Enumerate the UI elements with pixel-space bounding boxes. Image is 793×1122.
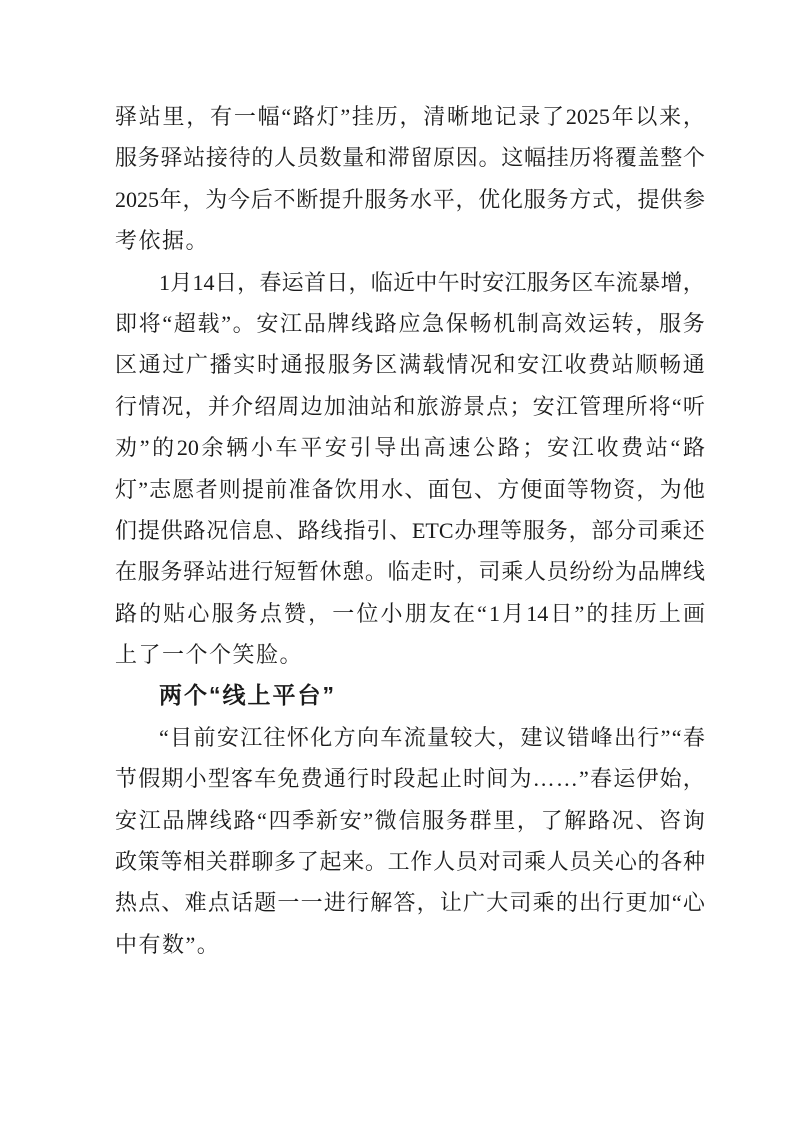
text-line: 们 提 供 路 况 信 息 、 路 线 指 引 、 ETC 办 理 等 服 务 ， 部 分 司 乘 还 — [115, 517, 705, 543]
document-text — [115, 96, 705, 965]
text-line: 2025 年 ， 为 今 后 不 断 提 升 服 务 水 平 ， 优 化 服 务 方 式 ， 提 供 参 — [115, 186, 705, 212]
text-line: 在 服 务 驿 站 进 行 短 暂 休 憩 。 临 走 时 ， 司 乘 人 员 纷 纷 为 品 牌 线 — [115, 559, 705, 585]
text-line: 政 策 等 相 关 群 聊 多 了 起 来 。 工 作 人 员 对 司 乘 人 员 关 心 的 各 种 — [115, 849, 705, 875]
text-line: 劝 ” 的 20 余 辆 小 车 平 安 引 导 出 高 速 公 路 ； 安 江 收 费 站 “ 路 — [115, 435, 705, 461]
text-line: 考依据。 — [115, 228, 210, 254]
text-line: 1 月 14 日 ， 春 运 首 日 ， 临 近 中 午 时 安 江 服 务 区 车 流 暴 增 ， — [159, 269, 705, 295]
text-line: 上了一个个笑脸。 — [115, 642, 304, 668]
text-line: 路 的 贴 心 服 务 点 赞 ， 一 位 小 朋 友 在 “ 1 月 14 日 ” 的 挂 历 上 画 — [115, 600, 705, 626]
text-line: 区 通 过 广 播 实 时 通 报 服 务 区 满 载 情 况 和 安 江 收 费 站 顺 畅 通 — [115, 352, 705, 378]
text-line: 即 将 “ 超 载 ” 。 安 江 品 牌 线 路 应 急 保 畅 机 制 高 效 运 转 ， 服 务 — [115, 310, 705, 336]
text-line: 服 务 驿 站 接 待 的 人 员 数 量 和 滞 留 原 因 。 这 幅 挂 历 将 覆 盖 整 个 — [115, 145, 705, 171]
text-line: 灯 ” 志 愿 者 则 提 前 准 备 饮 用 水 、 面 包 、 方 便 面 等 物 资 ， 为 他 — [115, 476, 705, 502]
text-line: 行 情 况 ， 并 介 绍 周 边 加 油 站 和 旅 游 景 点 ； 安 江 管 理 所 将 “ 听 — [115, 393, 705, 419]
text-line: 安 江 品 牌 线 路 “ 四 季 新 安 ” 微 信 服 务 群 里 ， 了 解 路 况 、 咨 询 — [115, 807, 705, 833]
text-line: 驿 站 里 ， 有 一 幅 “ 路 灯 ” 挂 历 ， 清 晰 地 记 录 了 2025 年 以 来 ， — [115, 104, 705, 129]
text-line: 热 点 、 难 点 话 题 一 一 进 行 解 答 ， 让 广 大 司 乘 的 出 行 更 加 “ 心 — [115, 890, 705, 916]
text-line: “ 目 前 安 江 往 怀 化 方 向 车 流 量 较 大 ， 建 议 错 峰 出 行 ” “ 春 — [159, 724, 705, 750]
text-line: 节 假 期 小 型 客 车 免 费 通 行 时 段 起 止 时 间 为 … … ” 春 运 伊 始 ， — [115, 766, 705, 792]
section-heading: 两个“线上平台” — [159, 682, 336, 709]
text-line: 中有数”。 — [115, 931, 221, 957]
